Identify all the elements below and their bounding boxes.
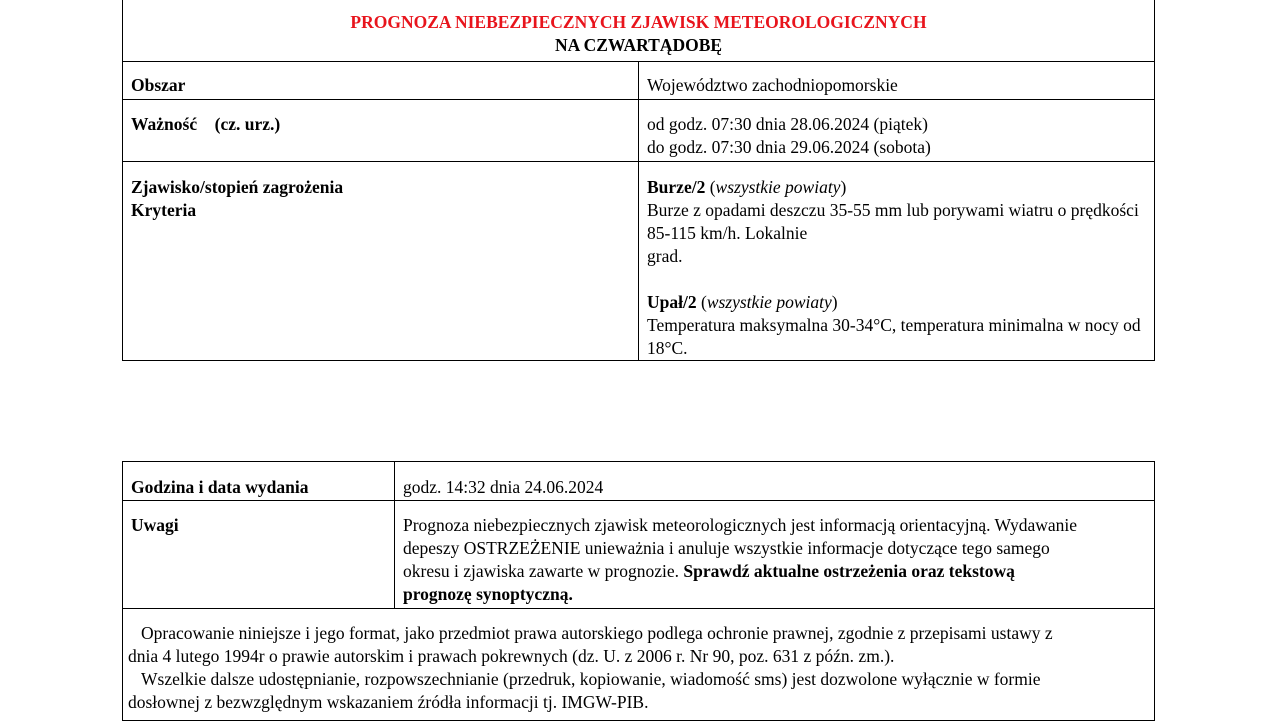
copyright-line: dosłownej z bezwzględnym wskazaniem źródła informacji tj. IMGW-PIB. xyxy=(128,692,649,712)
spacer xyxy=(647,268,1146,291)
phenomenon-row xyxy=(123,162,1155,361)
copyright-line: Wszelkie dalsze udostępnianie, rozpowszechnianie (przedruk, kopiowanie, wiadomość sms) jest dozwolone wyłącznie w formie xyxy=(141,669,1041,689)
validity-label xyxy=(123,100,639,162)
remarks-bold-text: Sprawdź aktualne ostrzeżenia oraz tekstową xyxy=(683,561,1015,581)
validity-row xyxy=(123,100,1155,162)
phenomenon-item-heading xyxy=(647,291,1146,314)
validity-value xyxy=(639,100,1155,162)
area-label: Obszar xyxy=(123,62,639,100)
validity-label-note: (cz. urz.) xyxy=(214,114,281,134)
remarks-row xyxy=(123,501,1155,609)
copyright-line: dnia 4 lutego 1994r o prawie autorskim i prawach pokrewnych (dz. U. z 2006 r. Nr 90, poz. 631 z późn. zm.). xyxy=(128,646,895,666)
remarks-value xyxy=(395,501,1155,609)
scope-close-paren: ) xyxy=(840,177,847,197)
issue-value: godz. 14:32 dnia 24.06.2024 xyxy=(395,462,1155,501)
phenomenon-label xyxy=(123,162,639,361)
phenomenon-item-scope: wszystkie powiaty xyxy=(706,292,832,312)
scope-close-paren: ) xyxy=(831,292,838,312)
phenomenon-item-name: Burze/2 xyxy=(647,177,706,197)
phenomenon-item-description: grad. xyxy=(647,246,683,266)
phenomenon-value xyxy=(639,162,1155,361)
phenomenon-item-name: Upał/2 xyxy=(647,292,697,312)
remarks-label: Uwagi xyxy=(123,501,395,609)
phenomenon-item-scope: wszystkie powiaty xyxy=(715,177,841,197)
remarks-line xyxy=(403,560,1146,583)
validity-label-main: Ważność xyxy=(131,114,198,134)
title-line-2: NA CZWARTĄDOBĘ xyxy=(554,35,723,55)
document-title xyxy=(123,0,1155,62)
area-row xyxy=(123,62,1155,100)
copyright-notice xyxy=(123,609,1155,721)
remarks-line: Prognoza niebezpiecznych zjawisk meteorologicznych jest informacją orientacyjną. Wydawanie xyxy=(403,515,1078,535)
phenomenon-label-line-2: Kryteria xyxy=(131,200,197,220)
phenomenon-item-heading xyxy=(647,176,1146,199)
phenomenon-item-description: Burze z opadami deszczu 35-55 mm lub porywami wiatru o prędkości 85-115 km/h. Lokalnie xyxy=(647,200,1139,243)
scope-open-paren: ( xyxy=(700,292,707,312)
phenomenon-item-description: Temperatura maksymalna 30-34°C, temperatura minimalna w nocy od 18°C. xyxy=(647,315,1141,358)
copyright-row xyxy=(123,609,1155,721)
title-line-1: PROGNOZA NIEBEZPIECZNYCH ZJAWISK METEOROLOGICZNYCH xyxy=(350,12,927,32)
phenomenon-label-line-1: Zjawisko/stopień zagrożenia xyxy=(131,177,344,197)
issue-info-table xyxy=(122,461,1155,721)
copyright-line: Opracowanie niniejsze i jego format, jako przedmiot prawa autorskiego podlega ochronie prawnej, zgodnie z przepisami ustawy z xyxy=(141,623,1053,643)
validity-from: od godz. 07:30 dnia 28.06.2024 (piątek) xyxy=(647,114,928,134)
area-value: Województwo zachodniopomorskie xyxy=(639,62,1155,100)
scope-open-paren: ( xyxy=(709,177,716,197)
remarks-line: depeszy OSTRZEŻENIE unieważnia i anuluje wszystkie informacje dotyczące tego samego xyxy=(403,538,1050,558)
validity-to: do godz. 07:30 dnia 29.06.2024 (sobota) xyxy=(647,137,931,157)
remarks-plain-text: okresu i zjawiska zawarte w prognozie. xyxy=(403,561,684,581)
forecast-table xyxy=(122,0,1155,361)
header-row xyxy=(123,0,1155,62)
issue-row xyxy=(123,462,1155,501)
issue-label: Godzina i data wydania xyxy=(123,462,395,501)
remarks-bold-line: prognozę synoptyczną. xyxy=(403,584,573,604)
